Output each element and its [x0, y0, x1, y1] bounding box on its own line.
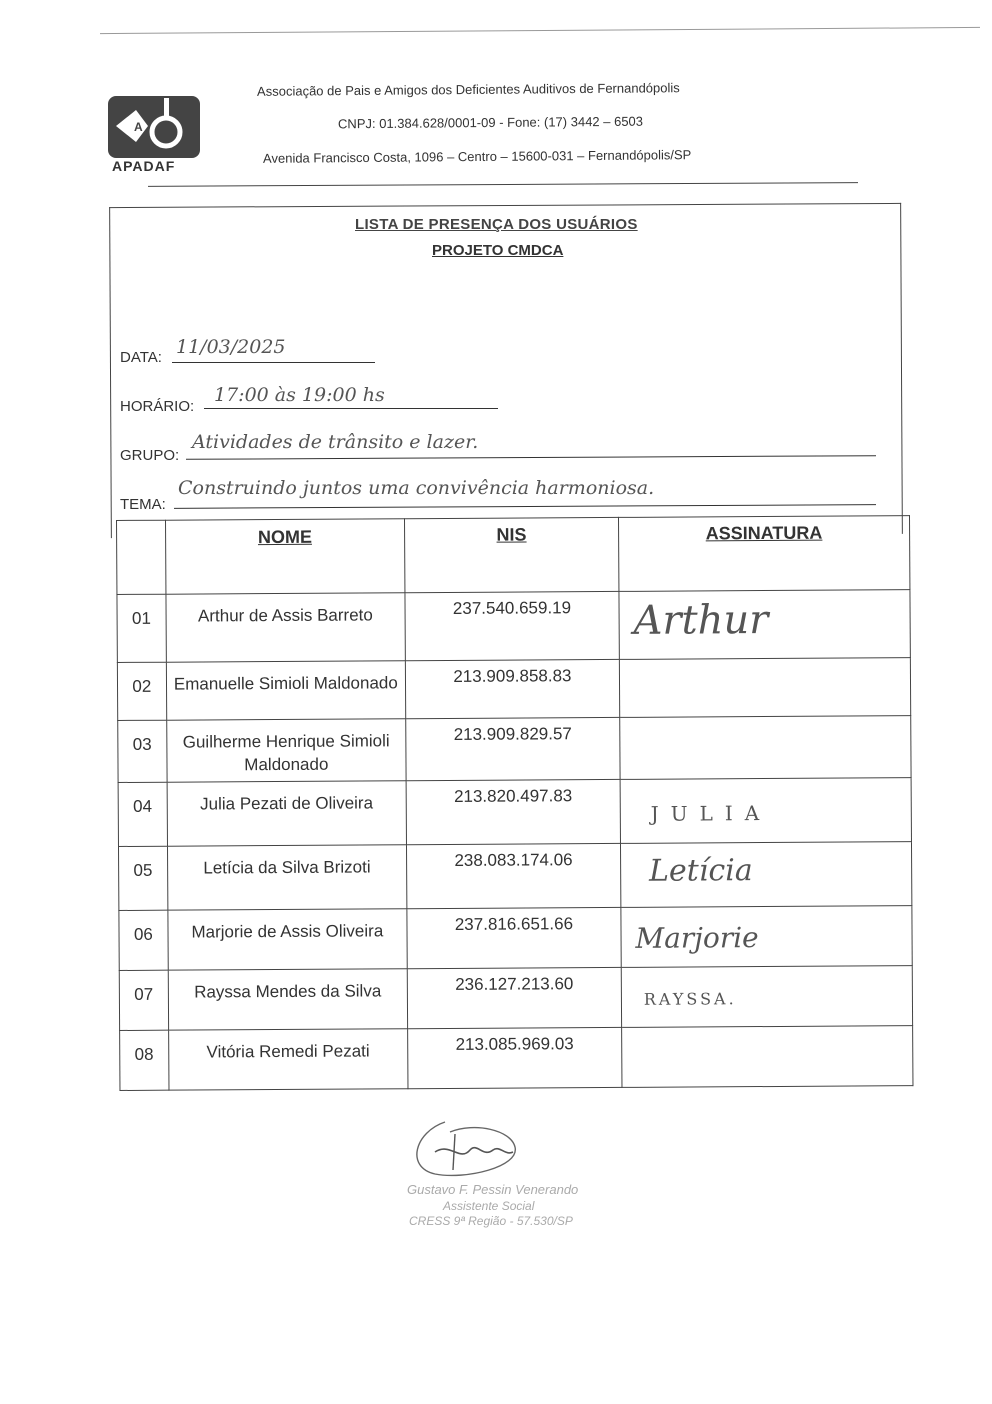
organization-name: Associação de Pais e Amigos dos Deficientes Auditivos de Fernandópolis	[256, 80, 680, 99]
responsible-registry: CRESS 9ª Região - 57.530/SP	[409, 1214, 573, 1228]
row-signature-cell	[622, 1026, 913, 1088]
table-row	[117, 658, 910, 721]
time-underline	[204, 408, 498, 409]
row-number: 07	[119, 970, 168, 1030]
row-name: Emanuelle Simioli Maldonado	[166, 661, 406, 720]
row-number: 05	[118, 846, 167, 910]
row-signature-cell	[621, 966, 912, 1028]
header-signature: ASSINATURA	[618, 516, 910, 592]
organization-cnpj-phone: CNPJ: 01.384.628/0001-09 - Fone: (17) 3442 – 6503	[337, 113, 644, 132]
handwritten-signature-icon	[405, 1112, 535, 1187]
row-name: Arthur de Assis Barreto	[166, 593, 406, 662]
row-signature-cell	[620, 842, 911, 908]
organization-address: Avenida Francisco Costa, 1096 – Centro – 15600-031 – Fernandópolis/SP	[262, 147, 692, 166]
attendance-table	[116, 515, 913, 1091]
header-nis: NIS	[404, 517, 618, 592]
svg-text:A: A	[134, 120, 143, 134]
row-signature-cell	[620, 778, 911, 844]
row-name: Guilherme Henrique Simioli Maldonado	[166, 719, 406, 782]
row-nis: 237.816.651.66	[407, 907, 621, 968]
row-nis: 213.909.858.83	[405, 659, 619, 718]
date-underline	[172, 362, 375, 363]
table-row	[118, 716, 911, 783]
row-number: 06	[119, 910, 168, 970]
header-name: NOME	[165, 519, 405, 594]
row-nis: 236.127.213.60	[407, 967, 621, 1028]
row-nis: 213.085.969.03	[408, 1027, 622, 1088]
row-number: 02	[117, 662, 166, 720]
date-value: 11/03/2025	[176, 336, 286, 358]
document-title: LISTA DE PRESENÇA DOS USUÁRIOS	[355, 216, 638, 233]
row-signature-cell	[621, 906, 912, 968]
row-signature-cell	[620, 716, 911, 780]
table-row	[120, 1026, 913, 1091]
row-name: Letícia da Silva Brizoti	[167, 845, 407, 910]
row-name: Vitória Remedi Pezati	[168, 1029, 408, 1090]
row-signature: Arthur	[633, 597, 769, 644]
row-number: 08	[120, 1030, 169, 1090]
project-title: PROJETO CMDCA	[432, 242, 564, 259]
row-nis: 213.820.497.83	[406, 779, 620, 844]
table-header-row	[117, 516, 910, 595]
logo-text: APADAF	[112, 158, 176, 174]
row-number: 01	[117, 594, 166, 662]
group-label: GRUPO:	[120, 447, 180, 464]
header-rule	[148, 182, 858, 187]
row-name: Julia Pezati de Oliveira	[167, 781, 407, 846]
row-signature-cell	[619, 658, 910, 718]
row-signature: Letícia	[648, 853, 753, 889]
table-row	[119, 906, 912, 971]
row-signature: RAYSSA.	[643, 989, 737, 1009]
table-row	[118, 778, 911, 847]
group-value: Atividades de trânsito e lazer.	[192, 431, 479, 453]
row-name: Rayssa Mendes da Silva	[168, 969, 408, 1030]
theme-label: TEMA:	[120, 496, 166, 513]
responsible-role: Assistente Social	[443, 1199, 535, 1213]
date-label: DATA:	[120, 349, 162, 366]
table-row	[118, 842, 911, 911]
row-nis: 238.083.174.06	[406, 843, 620, 908]
row-signature: Marjorie	[635, 921, 759, 955]
table-row	[119, 966, 912, 1031]
scan-top-line	[100, 27, 980, 34]
theme-value: Construindo juntos uma convivência harmoniosa.	[178, 477, 655, 499]
responsible-signature-stamp	[405, 1112, 595, 1232]
row-signature-cell	[619, 590, 911, 660]
row-name: Marjorie de Assis Oliveira	[168, 909, 408, 970]
time-value: 17:00 às 19:00 hs	[214, 384, 385, 406]
time-label: HORÁRIO:	[120, 398, 195, 415]
table-row	[117, 590, 910, 663]
row-signature: JULIA	[650, 801, 772, 826]
header-number	[117, 520, 166, 594]
row-number: 04	[118, 782, 167, 846]
row-number: 03	[118, 720, 167, 782]
row-nis: 213.909.829.57	[406, 717, 620, 780]
responsible-name: Gustavo F. Pessin Venerando	[407, 1182, 579, 1197]
row-nis: 237.540.659.19	[405, 591, 619, 660]
